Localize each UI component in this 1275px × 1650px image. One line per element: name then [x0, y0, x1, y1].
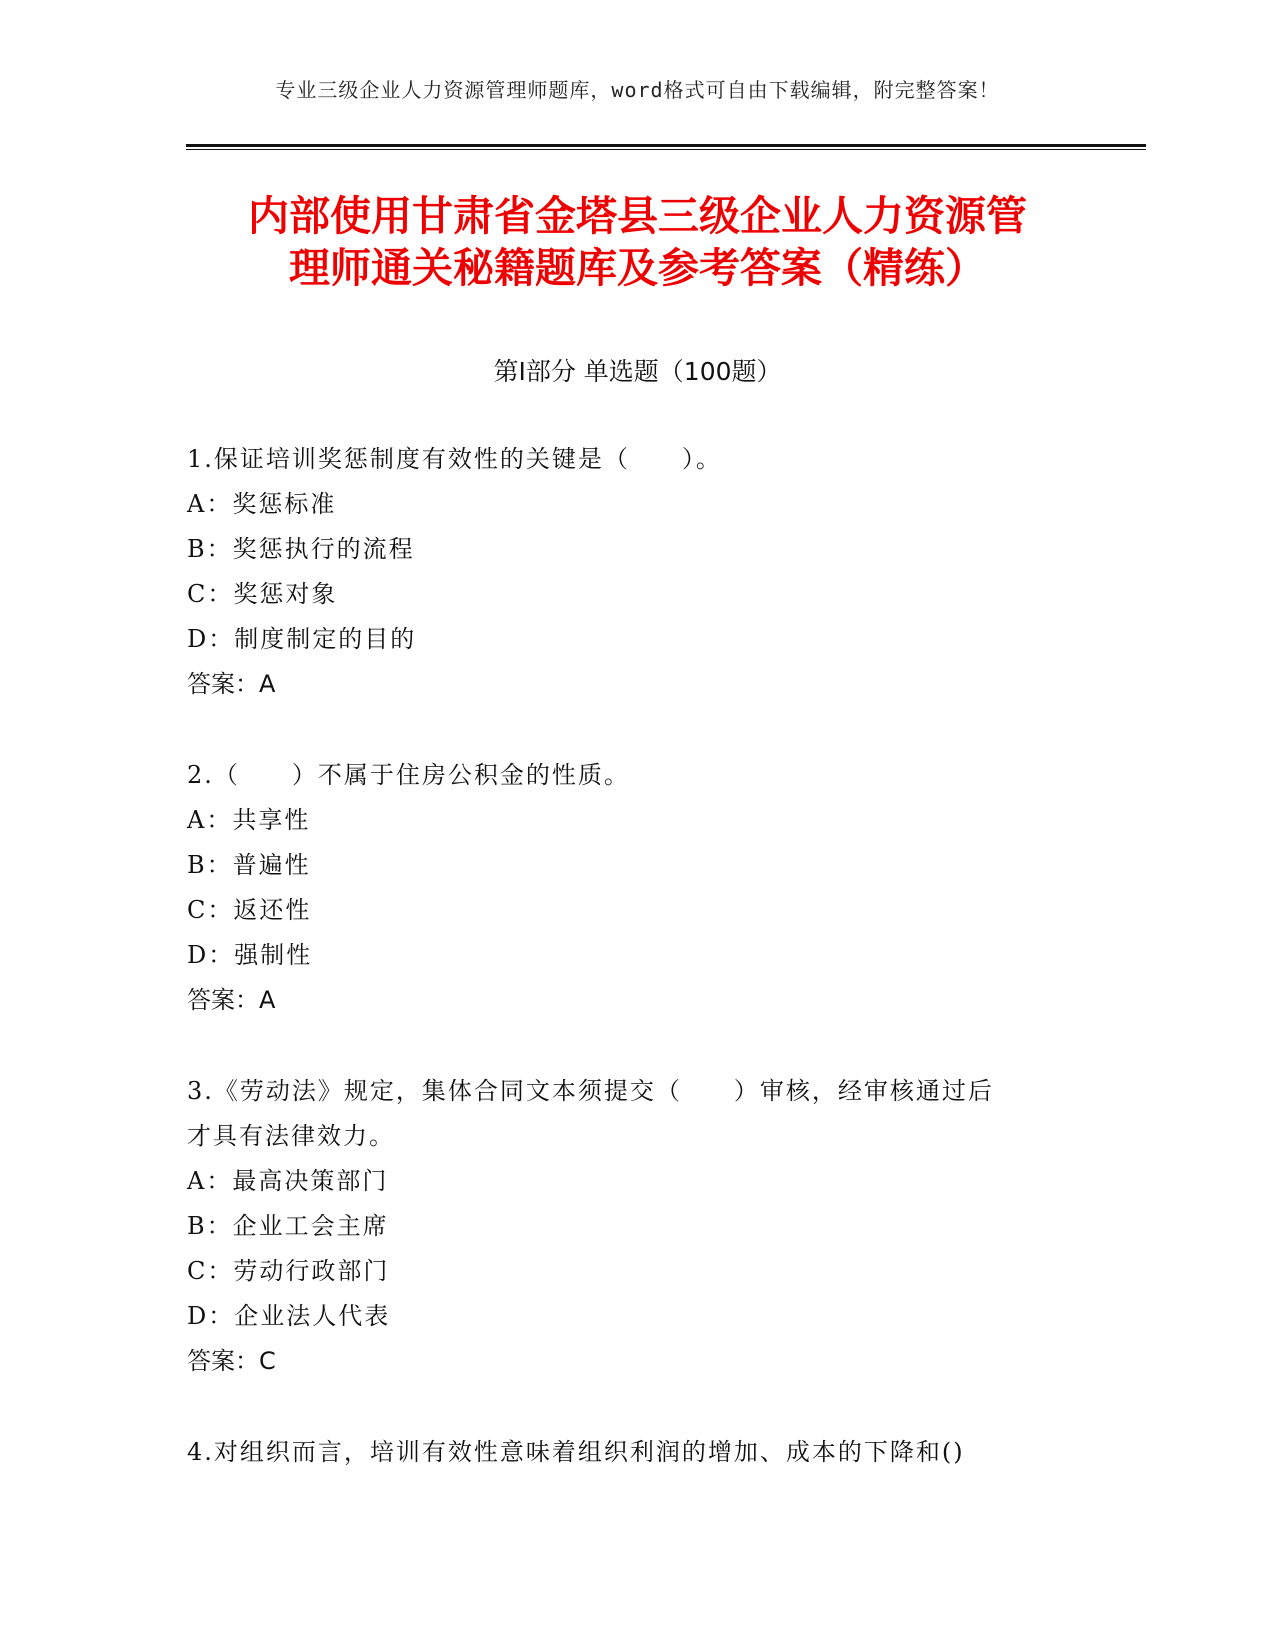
option-a: A：最高决策部门	[187, 1167, 389, 1195]
option-d: D：企业法人代表	[187, 1302, 391, 1330]
question-stem: 2.（ ）不属于住房公积金的性质。	[187, 761, 630, 789]
header-divider-thin	[186, 149, 1146, 150]
question-3	[187, 1069, 1087, 1384]
question-1	[187, 437, 1087, 707]
option-c: C：返还性	[187, 896, 312, 924]
option-a: A：奖惩标准	[187, 490, 337, 518]
answer: 答案：C	[187, 1347, 276, 1375]
option-c: C：劳动行政部门	[187, 1257, 390, 1285]
option-d: D：制度制定的目的	[187, 625, 417, 653]
question-stem: 4.对组织而言，培训有效性意味着组织利润的增加、成本的下降和()	[187, 1438, 965, 1466]
answer: 答案：A	[187, 670, 276, 698]
header-divider-thick	[186, 144, 1146, 147]
option-a: A：共享性	[187, 806, 311, 834]
question-list	[187, 437, 1087, 1521]
question-2	[187, 753, 1087, 1023]
document-title-line-1: 内部使用甘肃省金塔县三级企业人力资源管	[248, 192, 1027, 240]
answer: 答案：A	[187, 986, 276, 1014]
document-title-line-2: 理师通关秘籍题库及参考答案（精练）	[289, 244, 986, 292]
document-title	[150, 190, 1125, 294]
section-heading: 第Ⅰ部分 单选题（100题）	[493, 357, 782, 386]
option-b: B：奖惩执行的流程	[187, 535, 415, 563]
option-d: D：强制性	[187, 941, 313, 969]
question-stem: 3.《劳动法》规定，集体合同文本须提交（ ）审核，经审核通过后	[187, 1077, 994, 1105]
option-b: B：普遍性	[187, 851, 311, 879]
question-stem: 1.保证培训奖惩制度有效性的关键是（ ）。	[187, 445, 722, 473]
question-stem-continued: 才具有法律效力。	[187, 1122, 395, 1150]
question-4	[187, 1430, 1087, 1475]
option-b: B：企业工会主席	[187, 1212, 389, 1240]
option-c: C：奖惩对象	[187, 580, 338, 608]
header-note: 专业三级企业人力资源管理师题库，word格式可自由下载编辑，附完整答案！	[275, 78, 1000, 102]
